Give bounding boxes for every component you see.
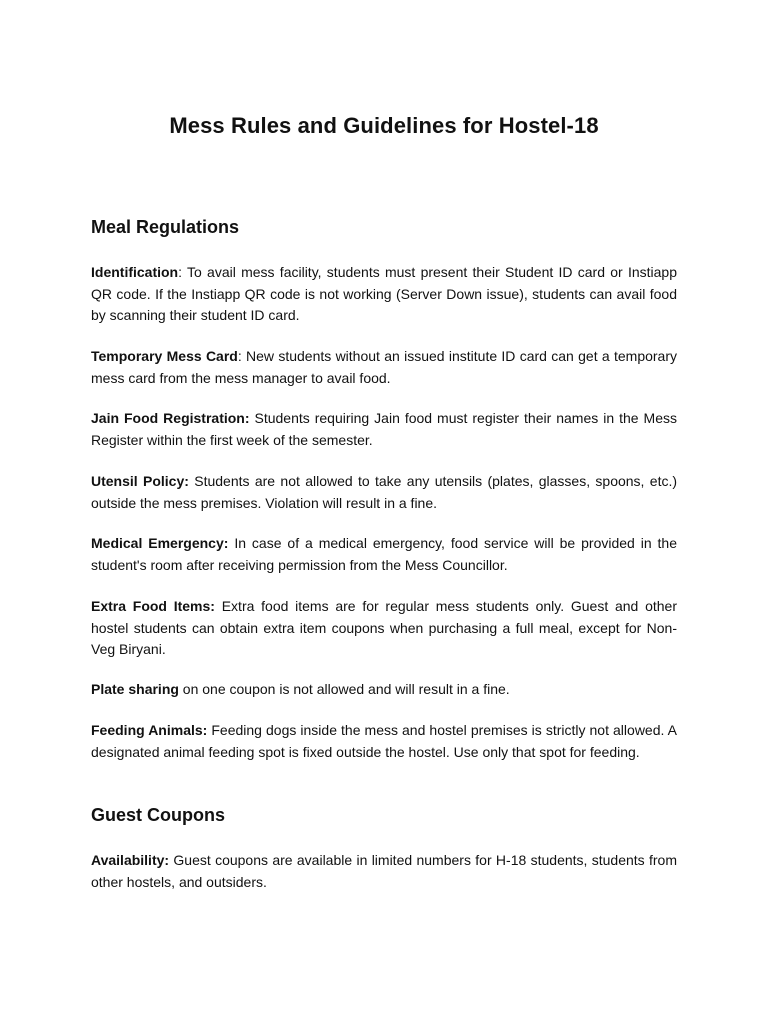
rule-jain-food-registration: [91, 408, 677, 451]
rule-lead: Extra Food Items:: [91, 598, 215, 614]
rule-text: Guest coupons are available in limited numbers for H-18 students, students from other hostels, and outsiders.: [91, 852, 677, 890]
rule-lead: Availability:: [91, 852, 170, 868]
rule-text: : New students without an issued institute ID card can get a temporary mess card from the mess manager to avail food.: [91, 348, 678, 386]
rule-lead: Medical Emergency:: [91, 535, 229, 551]
rule-lead: Feeding Animals:: [91, 722, 208, 738]
section-heading-guest-coupons: Guest Coupons: [91, 805, 225, 825]
rule-lead: Temporary Mess Card: [91, 348, 238, 364]
rule-text: : To avail mess facility, students must present their Student ID card or Instiapp QR code. If the Instiapp QR code is not working (Server Down issue), students can avail food by scanning their student ID card.: [91, 264, 677, 323]
rule-text: Students requiring Jain food must register their names in the Mess Register within the first week of the semester.: [91, 410, 677, 448]
rule-extra-food-items: [91, 596, 677, 661]
rule-temporary-mess-card: [91, 346, 677, 389]
rule-lead: Identification: [91, 264, 179, 280]
rule-medical-emergency: [91, 533, 677, 576]
rule-text: Feeding dogs inside the mess and hostel premises is strictly not allowed. A designated animal feeding spot is fixed outside the hostel. Use only that spot for feeding.: [91, 722, 677, 760]
page-title: Mess Rules and Guidelines for Hostel-18: [169, 113, 599, 138]
rule-lead: Jain Food Registration:: [91, 410, 250, 426]
rule-lead: Utensil Policy:: [91, 473, 189, 489]
rule-identification: [91, 262, 677, 327]
rule-utensil-policy: [91, 471, 677, 514]
rule-text: Students are not allowed to take any utensils (plates, glasses, spoons, etc.) outside the mess premises. Violation will result in a fine.: [91, 473, 678, 511]
rule-availability: [91, 850, 677, 893]
rule-text: In case of a medical emergency, food service will be provided in the student's room after receiving permission from the Mess Councillor.: [91, 535, 678, 573]
rule-plate-sharing: [91, 679, 677, 701]
rule-lead: Plate sharing: [91, 681, 179, 697]
rule-text: Extra food items are for regular mess students only. Guest and other hostel students can obtain extra item coupons when purchasing a full meal, except for Non-Veg Biryani.: [91, 598, 677, 657]
rule-text: on one coupon is not allowed and will result in a fine.: [178, 681, 510, 697]
rule-feeding-animals: [91, 720, 677, 763]
section-heading-meal-regulations: Meal Regulations: [91, 217, 240, 237]
